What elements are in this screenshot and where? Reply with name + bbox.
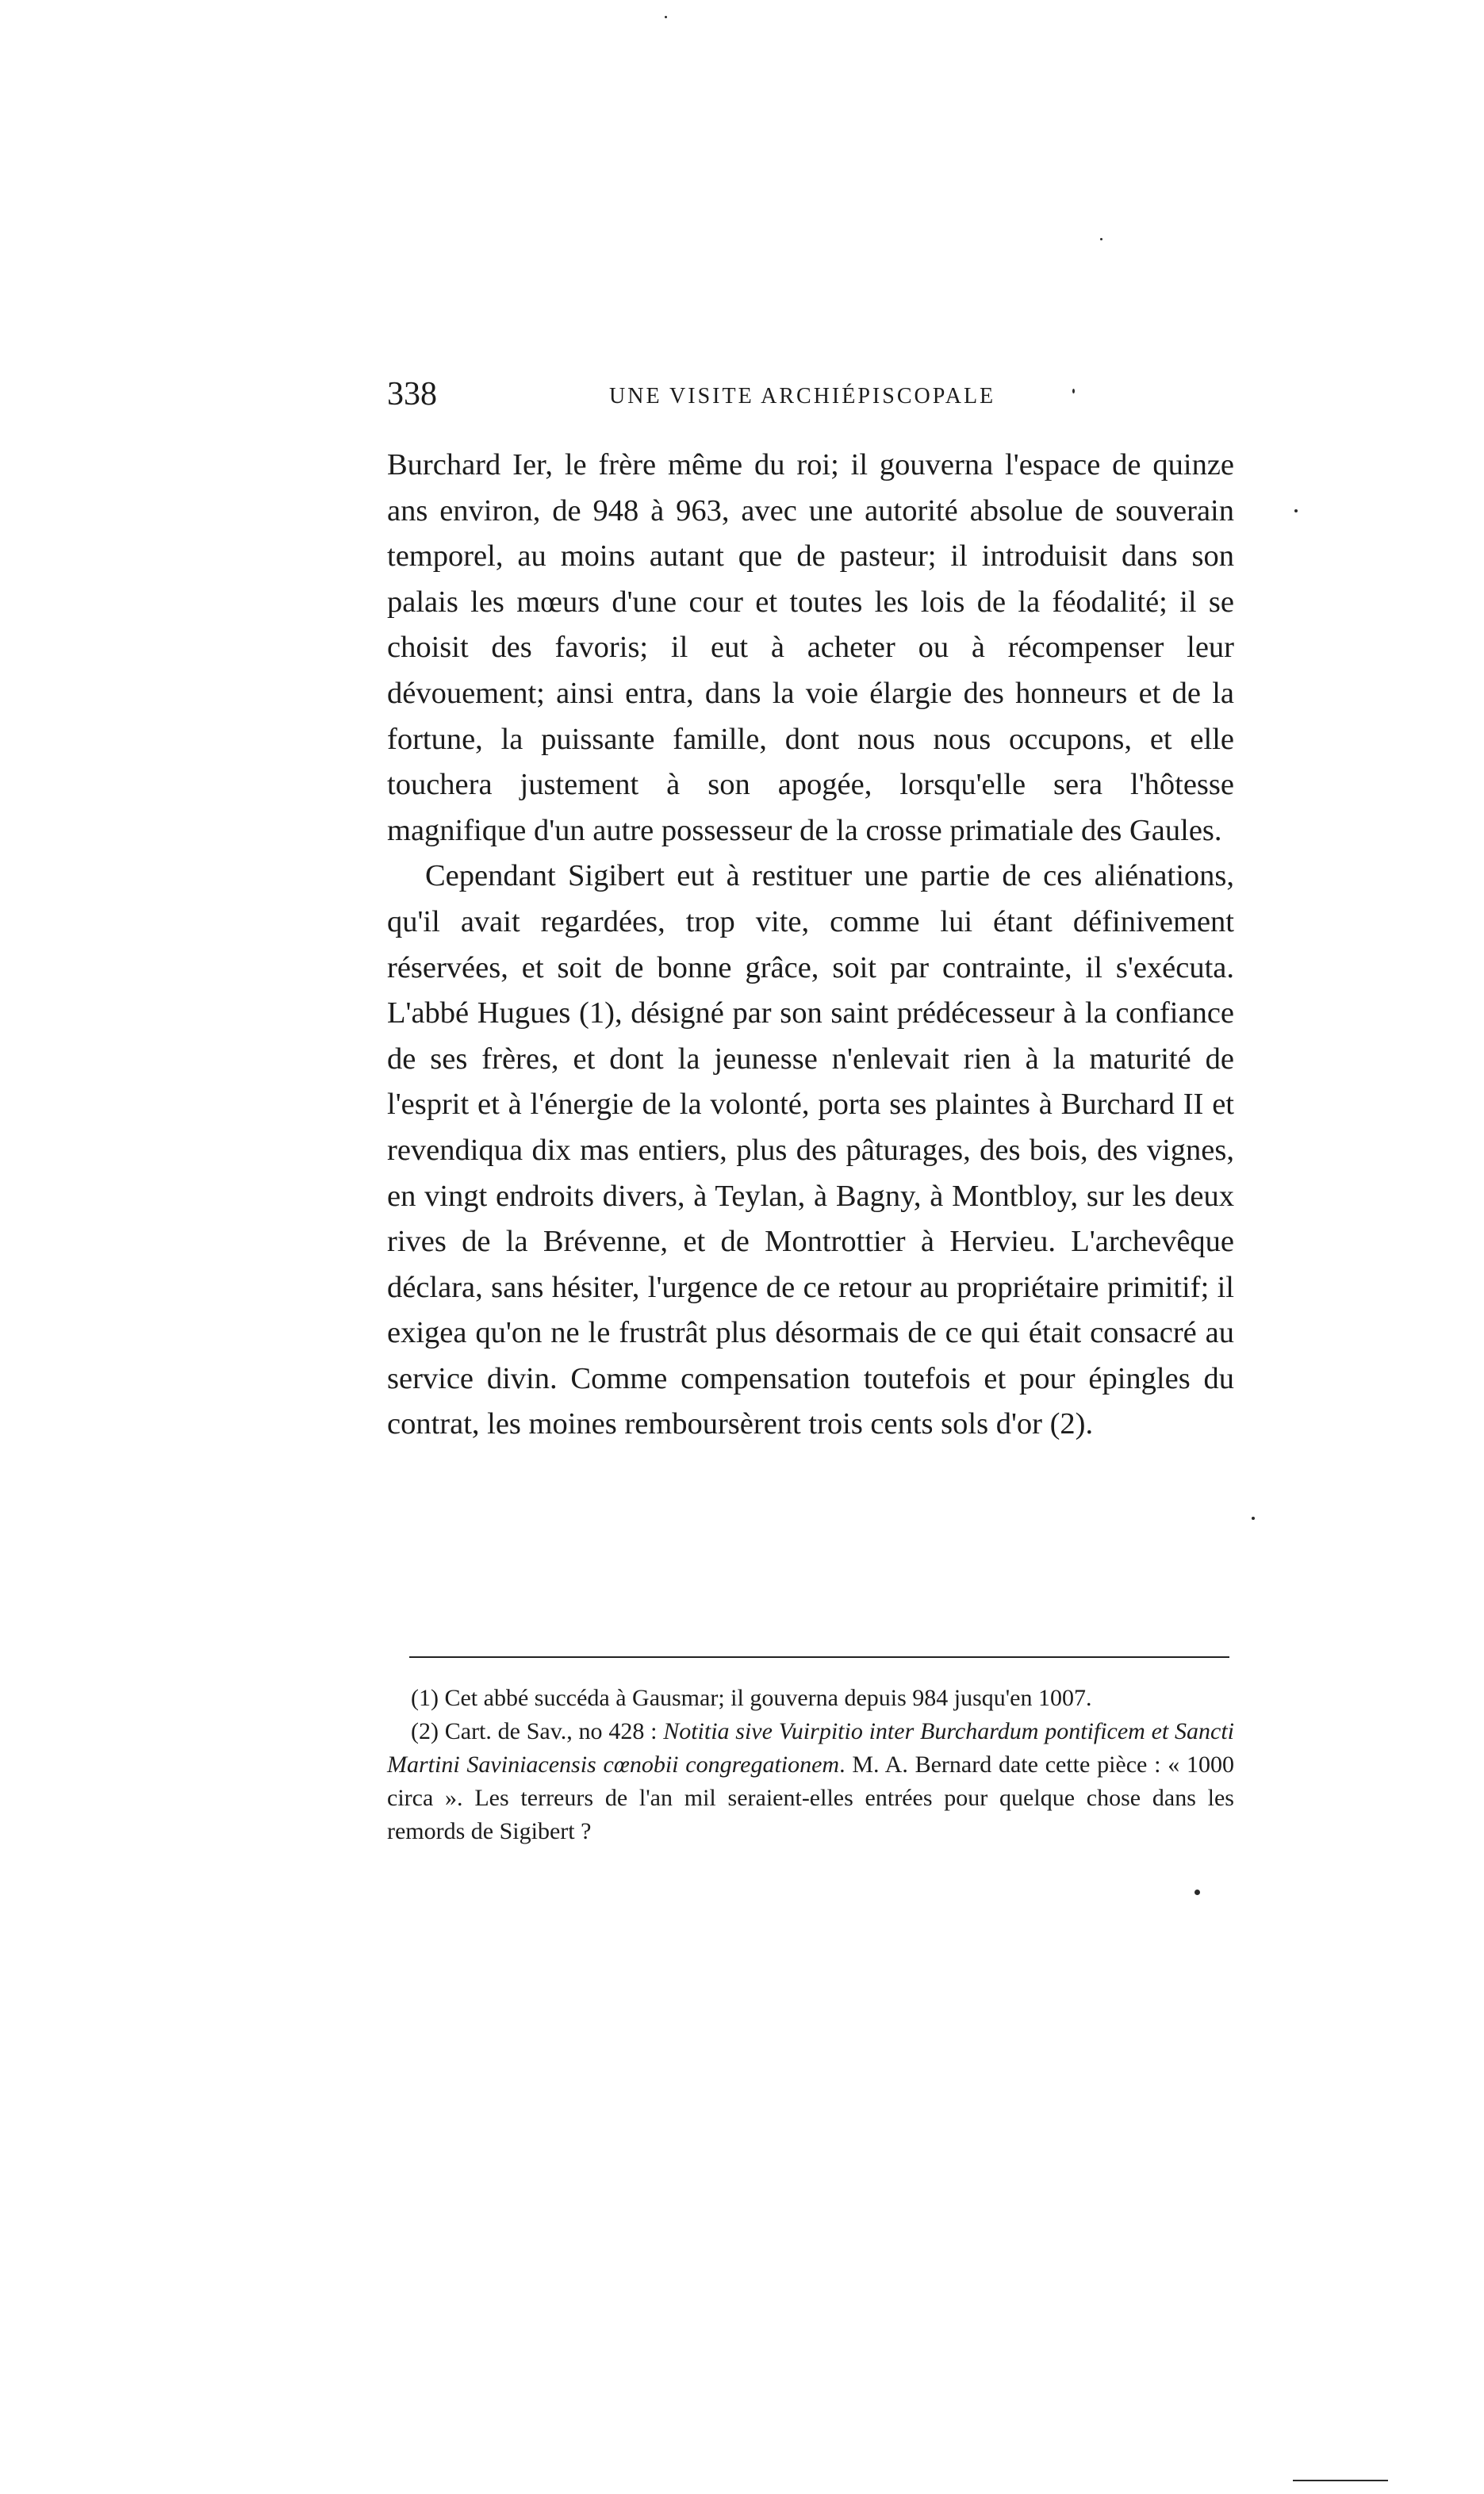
footnotes xyxy=(387,1682,1234,1848)
footnote-separator xyxy=(409,1656,1229,1658)
page-number: 338 xyxy=(387,376,437,412)
footnote-2-reference: (2) Cart. de Sav., no 428 : xyxy=(411,1718,664,1744)
footnote-2-text: . M. A. Bernard date cette pièce : « 1000 circa ». Les terreurs de l'an mil seraient-elles entrées pour quelque chose dans les remords de Sigibert ? xyxy=(387,1752,1234,1844)
scan-speck xyxy=(1194,1890,1200,1895)
running-title: UNE VISITE ARCHIÉPISCOPALE xyxy=(609,384,996,409)
scan-speck xyxy=(1294,509,1298,512)
footnote-2 xyxy=(387,1715,1234,1848)
scan-speck xyxy=(1100,238,1102,240)
scan-speck xyxy=(665,16,667,18)
scan-speck xyxy=(1293,2480,1388,2481)
scan-speck xyxy=(1072,389,1075,393)
scan-speck xyxy=(1252,1517,1255,1520)
running-head xyxy=(387,374,1236,414)
paragraph-1: Burchard Ier, le frère même du roi; il gouverna l'espace de quinze ans environ, de 948 à 963, avec une autorité absolue de souverain temporel, au moins autant que de pasteur; il introduisit dans son palais les mœurs d'une cour et toutes les lois de la féodalité; il se choisit des favoris; il eut à acheter ou à récompenser leur dévouement; ainsi entra, dans la voie élargie des honneurs et de la fortune, la puissante famille, dont nous nous occupons, et elle touchera justement à son apogée, lorsqu'elle sera l'hôtesse magnifique d'un autre possesseur de la crosse primatiale des Gaules. xyxy=(387,448,1234,847)
paragraph-2: Cependant Sigibert eut à restituer une partie de ces aliénations, qu'il avait regardées, trop vite, comme lui étant définivement réservées, et soit de bonne grâce, soit par contrainte, il s'exécuta. L'abbé Hugues (1), désigné par son saint prédécesseur à la confiance de ses frères, et dont la jeunesse n'enlevait rien à la maturité de l'esprit et à l'énergie de la volonté, porta ses plaintes à Burchard II et revendiqua dix mas entiers, plus des pâturages, des bois, des vignes, en vingt endroits divers, à Teylan, à Bagny, à Montbloy, sur les deux rives de la Brévenne, et de Montrottier à Hervieu. L'archevêque déclara, sans hésiter, l'urgence de ce retour au propriétaire primitif; il exigea qu'on ne le frustrât plus désormais de ce qui était consacré au service divin. Comme compensation toutefois et pour épingles du contrat, les moines remboursèrent trois cents sols d'or (2). xyxy=(387,859,1234,1441)
main-text xyxy=(387,443,1234,1448)
footnote-2-latin-title: Notitia sive Vuirpitio inter Burchardum pontificem et Sancti Martini Saviniacensis cœnobii congregationem xyxy=(387,1718,1234,1778)
footnote-1: (1) Cet abbé succéda à Gausmar; il gouverna depuis 984 jusqu'en 1007. xyxy=(411,1685,1092,1711)
